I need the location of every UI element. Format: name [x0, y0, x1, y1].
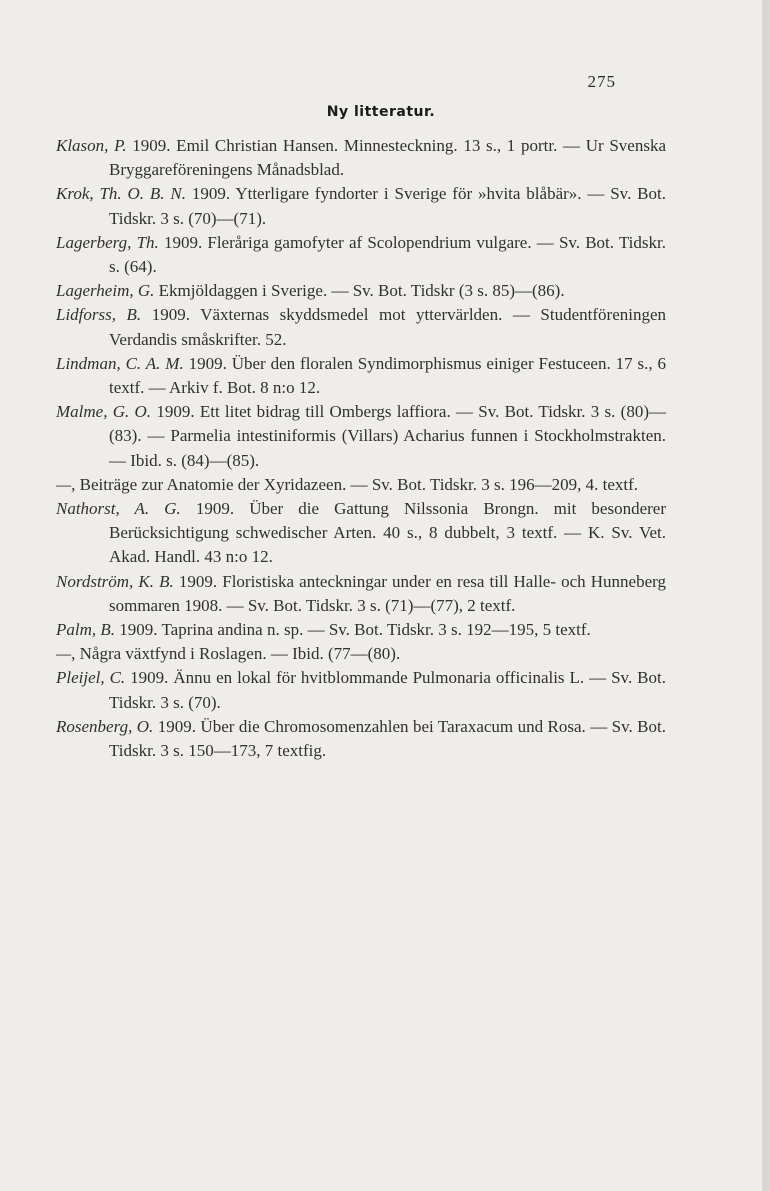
- bibliography-entry: [56, 182, 666, 230]
- entry-text: 1909. Fleråriga gamofyter af Scolopendrium vulgare. — Sv. Bot. Tidskr. s. (64).: [109, 232, 666, 277]
- entry-text: 1909. Ännu en lokal för hvitblommande Pulmonaria officinalis L. — Sv. Bot. Tidskr. 3 s. (70).: [109, 668, 666, 712]
- entry-text: 1909. Über den floralen Syndimorphismus einiger Festuceen. 17 s., 6 textf. — Arkiv f. Bot. 8 n:o 12.: [109, 353, 666, 398]
- entry-author: Lagerheim, G.: [56, 281, 155, 301]
- entry-author: Lindman, C. A. M.: [56, 353, 184, 373]
- bibliography-entry: [56, 279, 666, 303]
- entry-text: Några växtfynd i Roslagen. — Ibid. (77—(80).: [75, 644, 401, 664]
- page-number: 275: [587, 72, 616, 91]
- entry-text: 1909. Über die Gattung Nilssonia Brongn. mit besonderer Berücksichtigung schwedischer Arten. 40 s., 8 dubbelt, 3 textf. — K. Sv. Vet. Akad. Handl. 43 n:o 12.: [109, 499, 666, 567]
- entry-author: Lidforss, B.: [56, 305, 142, 325]
- entry-text: Ekmjöldaggen i Sverige. — Sv. Bot. Tidskr (3 s. 85)—(86).: [154, 281, 565, 301]
- entry-author: —,: [56, 644, 76, 664]
- bibliography-entry: [56, 618, 666, 642]
- bibliography-entry: [56, 473, 666, 497]
- bibliography-entry: [56, 570, 666, 618]
- bibliography-entry: [56, 134, 666, 182]
- entry-author: Krok, Th. O. B. N.: [56, 184, 186, 204]
- entry-text: 1909. Emil Christian Hansen. Minnesteckning. 13 s., 1 portr. — Ur Svenska Bryggareföreningens Månadsblad.: [109, 136, 666, 180]
- bibliography-entry: [56, 303, 666, 351]
- bibliography-entry: [56, 715, 666, 763]
- entry-text: 1909. Taprina andina n. sp. — Sv. Bot. Tidskr. 3 s. 192—195, 5 textf.: [115, 620, 591, 640]
- bibliography-entry: [56, 642, 666, 666]
- bibliography-entry: [56, 231, 666, 279]
- bibliography-entry: [56, 352, 666, 400]
- entry-author: Klason, P.: [56, 136, 127, 155]
- entry-text: 1909. Über die Chromosomenzahlen bei Taraxacum und Rosa. — Sv. Bot. Tidskr. 3 s. 150—173, 7 textfig.: [109, 716, 666, 761]
- entry-author: Rosenberg, O.: [56, 716, 154, 736]
- entry-author: —,: [56, 474, 76, 494]
- entry-text: Beiträge zur Anatomie der Xyridazeen. — Sv. Bot. Tidskr. 3 s. 196—209, 4. textf.: [75, 474, 639, 494]
- entry-author: Nathorst, A. G.: [56, 499, 181, 519]
- entry-author: Palm, B.: [56, 620, 116, 640]
- bibliography-entry: [56, 400, 666, 473]
- entry-text: 1909. Ett litet bidrag till Ombergs laffiora. — Sv. Bot. Tidskr. 3 s. (80)—(83). — Parmelia intestiniformis (Villars) Acharius funnen i Stockholmstrakten. — Ibid. s. (84)—(85).: [109, 402, 666, 470]
- bibliography-entry: [56, 666, 666, 714]
- entry-author: Lagerberg, Th.: [56, 232, 159, 252]
- entry-author: Malme, G. O.: [56, 402, 152, 422]
- entry-text: 1909. Ytterligare fyndorter i Sverige för »hvita blåbär». — Sv. Bot. Tidskr. 3 s. (70)—(71).: [109, 184, 666, 228]
- entry-text: 1909. Floristiska anteckningar under en resa till Halle- och Hunneberg sommaren 1908. — Sv. Bot. Tidskr. 3 s. (71)—(77), 2 textf.: [109, 571, 666, 615]
- entry-author: Pleijel, C.: [56, 668, 126, 688]
- entry-author: Nordström, K. B.: [56, 571, 174, 591]
- bibliography-entry: [56, 497, 666, 570]
- entry-text: 1909. Växternas skyddsmedel mot yttervärlden. — Studentföreningen Verdandis småskrifter. 52.: [109, 305, 667, 349]
- bibliography-list: [56, 134, 666, 763]
- section-heading: Ny litteratur.: [326, 104, 436, 120]
